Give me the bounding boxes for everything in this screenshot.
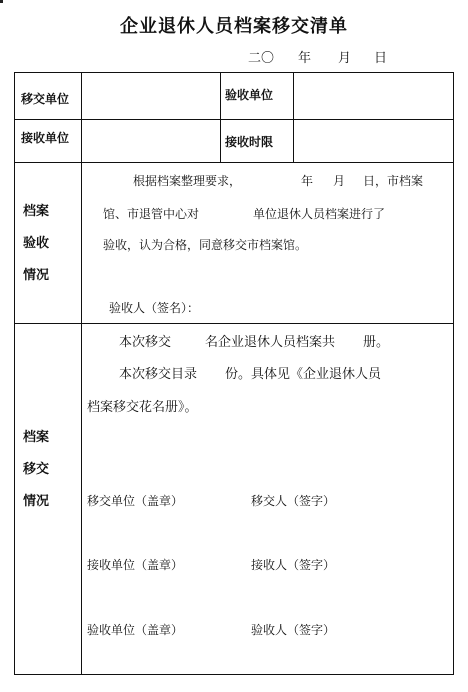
receiving-deadline-field[interactable] [295, 121, 452, 161]
sign-row-acceptance-person: 验收人（签字） [251, 623, 336, 637]
acceptance-text-line-1: 根据档案整理要求， 年 月 日，市档案 [133, 174, 424, 188]
sign-row-acceptance-unit: 验收单位（盖章） [87, 623, 184, 637]
corner-mark [0, 0, 3, 3]
transfer-form [14, 72, 454, 675]
receiving-unit-label: 接收单位 [21, 131, 70, 145]
sign-row-transfer-person: 移交人（签字） [251, 494, 336, 508]
acceptance-signer: 验收人（签名）： [109, 301, 200, 315]
sign-row-receiving-unit: 接收单位（盖章） [87, 558, 184, 572]
acceptance-unit-label: 验收单位 [225, 88, 274, 102]
transfer-unit-label: 移交单位 [21, 92, 70, 106]
transfer-text-line-3: 档案移交花名册》。 [87, 400, 198, 415]
column-divider [293, 73, 294, 162]
acceptance-section-label: 档案 验收 情况 [23, 204, 50, 283]
column-divider [220, 73, 221, 162]
page-title: 企业退休人员档案移交清单 [120, 16, 348, 37]
transfer-section-label: 档案 移交 情况 [23, 430, 50, 509]
receiving-deadline-label: 接收时限 [225, 135, 274, 149]
transfer-text-line-1: 本次移交 名企业退休人员档案共 册。 [119, 335, 390, 350]
date-line [248, 47, 387, 66]
sign-row-receiving-person: 接收人（签字） [251, 558, 336, 572]
date-day-label: 日 [374, 51, 388, 66]
sign-row-transfer-unit: 移交单位（盖章） [87, 494, 184, 508]
date-month-label: 月 [338, 51, 352, 66]
acceptance-unit-field[interactable] [295, 74, 452, 118]
receiving-unit-field[interactable] [83, 121, 219, 161]
date-year-label: 年 [298, 51, 312, 66]
date-prefix: 二〇 [248, 51, 275, 66]
column-divider [81, 73, 82, 674]
acceptance-text-line-3: 验收，认为合格，同意移交市档案馆。 [103, 238, 308, 252]
transfer-text-line-2: 本次移交目录 份。具体见《企业退休人员 [119, 367, 382, 382]
acceptance-text-line-2: 馆、市退管中心对 单位退休人员档案进行了 [103, 207, 386, 221]
transfer-unit-field[interactable] [83, 74, 219, 118]
